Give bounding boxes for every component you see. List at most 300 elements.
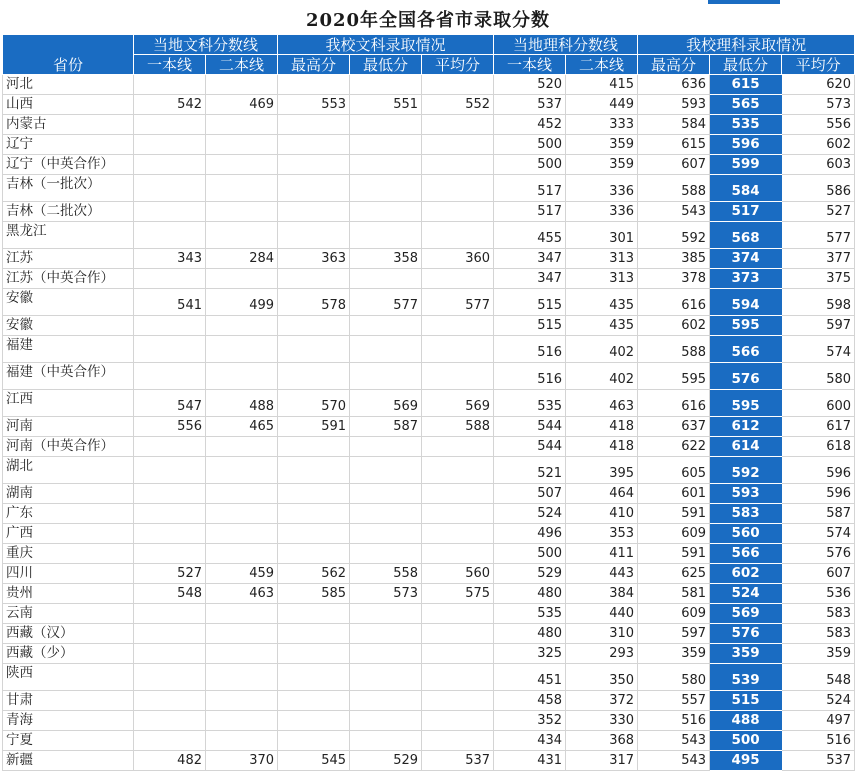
- province-cell[interactable]: 新疆: [3, 751, 134, 771]
- score-cell[interactable]: 458: [494, 691, 566, 711]
- science-min-score-cell[interactable]: 594: [710, 289, 782, 316]
- score-cell[interactable]: [134, 316, 206, 336]
- score-cell[interactable]: 597: [782, 316, 855, 336]
- column-header-province[interactable]: 省份: [3, 35, 134, 75]
- score-cell[interactable]: [422, 484, 494, 504]
- score-cell[interactable]: 343: [134, 249, 206, 269]
- group-header-local-science-line[interactable]: 当地理科分数线: [494, 35, 638, 55]
- score-cell[interactable]: [134, 75, 206, 95]
- score-cell[interactable]: [134, 544, 206, 564]
- score-cell[interactable]: [134, 664, 206, 691]
- column-header-arts-avg[interactable]: 平均分: [422, 55, 494, 75]
- score-cell[interactable]: [350, 731, 422, 751]
- score-cell[interactable]: [350, 135, 422, 155]
- score-cell[interactable]: [134, 135, 206, 155]
- score-cell[interactable]: [278, 664, 350, 691]
- score-cell[interactable]: 482: [134, 751, 206, 771]
- score-cell[interactable]: [350, 484, 422, 504]
- score-cell[interactable]: [422, 624, 494, 644]
- score-cell[interactable]: 434: [494, 731, 566, 751]
- province-cell[interactable]: 福建: [3, 336, 134, 363]
- score-cell[interactable]: 500: [494, 155, 566, 175]
- score-cell[interactable]: 591: [638, 504, 710, 524]
- score-cell[interactable]: 544: [494, 437, 566, 457]
- score-cell[interactable]: 622: [638, 437, 710, 457]
- science-min-score-cell[interactable]: 565: [710, 95, 782, 115]
- science-min-score-cell[interactable]: 539: [710, 664, 782, 691]
- score-cell[interactable]: [350, 604, 422, 624]
- score-cell[interactable]: 541: [134, 289, 206, 316]
- column-header-arts-tier1[interactable]: 一本线: [134, 55, 206, 75]
- province-cell[interactable]: 安徽: [3, 316, 134, 336]
- score-cell[interactable]: 588: [422, 417, 494, 437]
- score-cell[interactable]: [278, 437, 350, 457]
- score-cell[interactable]: 588: [638, 175, 710, 202]
- score-cell[interactable]: 497: [782, 711, 855, 731]
- province-cell[interactable]: 吉林（一批次）: [3, 175, 134, 202]
- score-cell[interactable]: [206, 691, 278, 711]
- score-cell[interactable]: 410: [566, 504, 638, 524]
- score-cell[interactable]: 353: [566, 524, 638, 544]
- science-min-score-cell[interactable]: 595: [710, 390, 782, 417]
- score-cell[interactable]: 347: [494, 249, 566, 269]
- score-cell[interactable]: 521: [494, 457, 566, 484]
- score-cell[interactable]: [422, 336, 494, 363]
- score-cell[interactable]: 480: [494, 624, 566, 644]
- score-cell[interactable]: 537: [494, 95, 566, 115]
- score-cell[interactable]: 596: [782, 457, 855, 484]
- score-cell[interactable]: 615: [638, 135, 710, 155]
- score-cell[interactable]: 463: [206, 584, 278, 604]
- score-cell[interactable]: [206, 222, 278, 249]
- score-cell[interactable]: 543: [638, 202, 710, 222]
- score-cell[interactable]: 537: [782, 751, 855, 771]
- score-cell[interactable]: [422, 269, 494, 289]
- science-min-score-cell[interactable]: 373: [710, 269, 782, 289]
- score-cell[interactable]: 375: [782, 269, 855, 289]
- score-cell[interactable]: 515: [494, 289, 566, 316]
- score-cell[interactable]: [206, 624, 278, 644]
- score-cell[interactable]: [278, 644, 350, 664]
- score-cell[interactable]: 569: [350, 390, 422, 417]
- science-min-score-cell[interactable]: 592: [710, 457, 782, 484]
- score-cell[interactable]: [134, 604, 206, 624]
- score-cell[interactable]: [422, 731, 494, 751]
- score-cell[interactable]: 464: [566, 484, 638, 504]
- score-cell[interactable]: 603: [782, 155, 855, 175]
- score-cell[interactable]: [350, 269, 422, 289]
- score-cell[interactable]: 592: [638, 222, 710, 249]
- science-min-score-cell[interactable]: 359: [710, 644, 782, 664]
- score-cell[interactable]: 580: [638, 664, 710, 691]
- score-cell[interactable]: 556: [782, 115, 855, 135]
- science-min-score-cell[interactable]: 576: [710, 363, 782, 390]
- score-cell[interactable]: 463: [566, 390, 638, 417]
- score-cell[interactable]: [206, 202, 278, 222]
- science-min-score-cell[interactable]: 488: [710, 711, 782, 731]
- score-cell[interactable]: [422, 524, 494, 544]
- score-cell[interactable]: 583: [782, 624, 855, 644]
- score-cell[interactable]: [134, 524, 206, 544]
- score-cell[interactable]: 637: [638, 417, 710, 437]
- column-header-science-tier1[interactable]: 一本线: [494, 55, 566, 75]
- column-header-arts-min[interactable]: 最低分: [350, 55, 422, 75]
- score-cell[interactable]: [350, 175, 422, 202]
- score-cell[interactable]: 418: [566, 417, 638, 437]
- score-cell[interactable]: 542: [134, 95, 206, 115]
- score-cell[interactable]: 587: [350, 417, 422, 437]
- score-cell[interactable]: 584: [638, 115, 710, 135]
- score-cell[interactable]: 515: [494, 316, 566, 336]
- score-cell[interactable]: 618: [782, 437, 855, 457]
- score-cell[interactable]: [206, 731, 278, 751]
- score-cell[interactable]: 358: [350, 249, 422, 269]
- score-cell[interactable]: [422, 135, 494, 155]
- province-cell[interactable]: 河北: [3, 75, 134, 95]
- province-cell[interactable]: 宁夏: [3, 731, 134, 751]
- score-cell[interactable]: 636: [638, 75, 710, 95]
- score-cell[interactable]: 455: [494, 222, 566, 249]
- score-cell[interactable]: 537: [422, 751, 494, 771]
- score-cell[interactable]: 465: [206, 417, 278, 437]
- score-cell[interactable]: [206, 484, 278, 504]
- score-cell[interactable]: [134, 269, 206, 289]
- score-cell[interactable]: [422, 202, 494, 222]
- score-cell[interactable]: 452: [494, 115, 566, 135]
- score-cell[interactable]: 313: [566, 269, 638, 289]
- province-cell[interactable]: 江苏（中英合作）: [3, 269, 134, 289]
- score-cell[interactable]: [206, 604, 278, 624]
- score-cell[interactable]: [206, 363, 278, 390]
- score-cell[interactable]: 577: [350, 289, 422, 316]
- province-cell[interactable]: 云南: [3, 604, 134, 624]
- score-cell[interactable]: 359: [782, 644, 855, 664]
- score-cell[interactable]: 625: [638, 564, 710, 584]
- score-cell[interactable]: [206, 504, 278, 524]
- score-cell[interactable]: [350, 336, 422, 363]
- score-cell[interactable]: [206, 544, 278, 564]
- score-cell[interactable]: [278, 115, 350, 135]
- score-cell[interactable]: 370: [206, 751, 278, 771]
- score-cell[interactable]: 617: [782, 417, 855, 437]
- science-min-score-cell[interactable]: 524: [710, 584, 782, 604]
- score-cell[interactable]: 359: [566, 135, 638, 155]
- score-cell[interactable]: [278, 269, 350, 289]
- score-cell[interactable]: 520: [494, 75, 566, 95]
- score-cell[interactable]: 551: [350, 95, 422, 115]
- score-cell[interactable]: [278, 316, 350, 336]
- score-cell[interactable]: 581: [638, 584, 710, 604]
- score-cell[interactable]: 333: [566, 115, 638, 135]
- score-cell[interactable]: [278, 524, 350, 544]
- score-cell[interactable]: 449: [566, 95, 638, 115]
- score-cell[interactable]: [422, 222, 494, 249]
- score-cell[interactable]: 524: [782, 691, 855, 711]
- score-cell[interactable]: [422, 604, 494, 624]
- score-cell[interactable]: 500: [494, 135, 566, 155]
- score-cell[interactable]: [206, 75, 278, 95]
- score-cell[interactable]: [350, 544, 422, 564]
- score-cell[interactable]: 395: [566, 457, 638, 484]
- score-cell[interactable]: 575: [422, 584, 494, 604]
- score-cell[interactable]: 560: [422, 564, 494, 584]
- score-cell[interactable]: 317: [566, 751, 638, 771]
- score-cell[interactable]: [278, 711, 350, 731]
- score-cell[interactable]: [134, 624, 206, 644]
- province-cell[interactable]: 江苏: [3, 249, 134, 269]
- province-cell[interactable]: 辽宁: [3, 135, 134, 155]
- score-cell[interactable]: 602: [638, 316, 710, 336]
- score-cell[interactable]: 591: [638, 544, 710, 564]
- score-cell[interactable]: [206, 664, 278, 691]
- score-cell[interactable]: 415: [566, 75, 638, 95]
- province-cell[interactable]: 广西: [3, 524, 134, 544]
- score-cell[interactable]: 459: [206, 564, 278, 584]
- score-cell[interactable]: [134, 644, 206, 664]
- score-cell[interactable]: 310: [566, 624, 638, 644]
- score-cell[interactable]: [206, 457, 278, 484]
- score-cell[interactable]: 577: [782, 222, 855, 249]
- score-cell[interactable]: [278, 175, 350, 202]
- score-cell[interactable]: [278, 691, 350, 711]
- score-cell[interactable]: 593: [638, 95, 710, 115]
- score-cell[interactable]: [278, 336, 350, 363]
- province-cell[interactable]: 陕西: [3, 664, 134, 691]
- score-cell[interactable]: 527: [134, 564, 206, 584]
- score-cell[interactable]: [206, 115, 278, 135]
- column-header-science-max[interactable]: 最高分: [638, 55, 710, 75]
- score-cell[interactable]: 402: [566, 363, 638, 390]
- score-cell[interactable]: 313: [566, 249, 638, 269]
- score-cell[interactable]: 586: [782, 175, 855, 202]
- score-cell[interactable]: [134, 155, 206, 175]
- province-cell[interactable]: 江西: [3, 390, 134, 417]
- score-cell[interactable]: [278, 544, 350, 564]
- score-cell[interactable]: [350, 711, 422, 731]
- score-cell[interactable]: 431: [494, 751, 566, 771]
- science-min-score-cell[interactable]: 566: [710, 336, 782, 363]
- science-min-score-cell[interactable]: 583: [710, 504, 782, 524]
- column-header-science-tier2[interactable]: 二本线: [566, 55, 638, 75]
- score-cell[interactable]: 607: [638, 155, 710, 175]
- score-cell[interactable]: 556: [134, 417, 206, 437]
- province-cell[interactable]: 青海: [3, 711, 134, 731]
- score-cell[interactable]: 402: [566, 336, 638, 363]
- science-min-score-cell[interactable]: 566: [710, 544, 782, 564]
- score-cell[interactable]: 284: [206, 249, 278, 269]
- score-cell[interactable]: [206, 336, 278, 363]
- science-min-score-cell[interactable]: 602: [710, 564, 782, 584]
- score-cell[interactable]: 517: [494, 175, 566, 202]
- province-cell[interactable]: 四川: [3, 564, 134, 584]
- science-min-score-cell[interactable]: 596: [710, 135, 782, 155]
- score-cell[interactable]: 569: [422, 390, 494, 417]
- score-cell[interactable]: 601: [638, 484, 710, 504]
- score-cell[interactable]: [134, 363, 206, 390]
- score-cell[interactable]: [206, 155, 278, 175]
- score-cell[interactable]: 384: [566, 584, 638, 604]
- score-cell[interactable]: 547: [134, 390, 206, 417]
- score-cell[interactable]: [350, 437, 422, 457]
- score-cell[interactable]: [206, 711, 278, 731]
- score-cell[interactable]: 527: [782, 202, 855, 222]
- score-cell[interactable]: 609: [638, 524, 710, 544]
- province-cell[interactable]: 内蒙古: [3, 115, 134, 135]
- score-cell[interactable]: [350, 664, 422, 691]
- score-cell[interactable]: [422, 711, 494, 731]
- science-min-score-cell[interactable]: 595: [710, 316, 782, 336]
- score-cell[interactable]: [350, 504, 422, 524]
- column-header-arts-max[interactable]: 最高分: [278, 55, 350, 75]
- score-cell[interactable]: [134, 222, 206, 249]
- science-min-score-cell[interactable]: 584: [710, 175, 782, 202]
- score-cell[interactable]: 435: [566, 289, 638, 316]
- province-cell[interactable]: 湖南: [3, 484, 134, 504]
- score-cell[interactable]: [134, 437, 206, 457]
- score-cell[interactable]: [422, 457, 494, 484]
- score-cell[interactable]: 573: [782, 95, 855, 115]
- score-cell[interactable]: [278, 75, 350, 95]
- group-header-local-arts-line[interactable]: 当地文科分数线: [134, 35, 278, 55]
- score-cell[interactable]: 336: [566, 202, 638, 222]
- score-cell[interactable]: [134, 731, 206, 751]
- score-cell[interactable]: [134, 175, 206, 202]
- score-cell[interactable]: 544: [494, 417, 566, 437]
- score-cell[interactable]: 616: [638, 390, 710, 417]
- score-cell[interactable]: [206, 135, 278, 155]
- score-cell[interactable]: 488: [206, 390, 278, 417]
- score-cell[interactable]: 517: [494, 202, 566, 222]
- score-cell[interactable]: 609: [638, 604, 710, 624]
- score-cell[interactable]: [350, 524, 422, 544]
- score-cell[interactable]: [422, 691, 494, 711]
- score-cell[interactable]: [350, 202, 422, 222]
- score-cell[interactable]: 418: [566, 437, 638, 457]
- score-cell[interactable]: 595: [638, 363, 710, 390]
- science-min-score-cell[interactable]: 614: [710, 437, 782, 457]
- score-cell[interactable]: [134, 115, 206, 135]
- score-cell[interactable]: [422, 437, 494, 457]
- science-min-score-cell[interactable]: 576: [710, 624, 782, 644]
- score-cell[interactable]: 368: [566, 731, 638, 751]
- science-min-score-cell[interactable]: 568: [710, 222, 782, 249]
- science-min-score-cell[interactable]: 515: [710, 691, 782, 711]
- score-cell[interactable]: 524: [494, 504, 566, 524]
- score-cell[interactable]: 543: [638, 751, 710, 771]
- column-header-science-avg[interactable]: 平均分: [782, 55, 855, 75]
- score-cell[interactable]: [134, 336, 206, 363]
- score-cell[interactable]: 616: [638, 289, 710, 316]
- province-cell[interactable]: 吉林（二批次）: [3, 202, 134, 222]
- score-cell[interactable]: 350: [566, 664, 638, 691]
- score-cell[interactable]: 576: [782, 544, 855, 564]
- score-cell[interactable]: 443: [566, 564, 638, 584]
- score-cell[interactable]: 516: [494, 336, 566, 363]
- province-cell[interactable]: 河南（中英合作）: [3, 437, 134, 457]
- province-cell[interactable]: 贵州: [3, 584, 134, 604]
- score-cell[interactable]: 570: [278, 390, 350, 417]
- score-cell[interactable]: 529: [350, 751, 422, 771]
- score-cell[interactable]: [422, 644, 494, 664]
- score-cell[interactable]: 602: [782, 135, 855, 155]
- score-cell[interactable]: [206, 437, 278, 457]
- score-cell[interactable]: 352: [494, 711, 566, 731]
- score-cell[interactable]: 620: [782, 75, 855, 95]
- score-cell[interactable]: 529: [494, 564, 566, 584]
- group-header-school-science-admission[interactable]: 我校理科录取情况: [638, 35, 855, 55]
- score-cell[interactable]: 330: [566, 711, 638, 731]
- score-cell[interactable]: [422, 75, 494, 95]
- score-cell[interactable]: [206, 175, 278, 202]
- score-cell[interactable]: [278, 363, 350, 390]
- score-cell[interactable]: [422, 363, 494, 390]
- score-cell[interactable]: [350, 75, 422, 95]
- score-cell[interactable]: [350, 624, 422, 644]
- province-cell[interactable]: 河南: [3, 417, 134, 437]
- score-cell[interactable]: 577: [422, 289, 494, 316]
- score-cell[interactable]: 347: [494, 269, 566, 289]
- science-min-score-cell[interactable]: 599: [710, 155, 782, 175]
- score-cell[interactable]: 516: [494, 363, 566, 390]
- score-cell[interactable]: [422, 316, 494, 336]
- score-cell[interactable]: 378: [638, 269, 710, 289]
- score-cell[interactable]: 553: [278, 95, 350, 115]
- score-cell[interactable]: 583: [782, 604, 855, 624]
- score-cell[interactable]: [350, 316, 422, 336]
- score-cell[interactable]: 607: [782, 564, 855, 584]
- score-cell[interactable]: 507: [494, 484, 566, 504]
- science-min-score-cell[interactable]: 615: [710, 75, 782, 95]
- score-cell[interactable]: 363: [278, 249, 350, 269]
- score-cell[interactable]: [278, 135, 350, 155]
- score-cell[interactable]: 499: [206, 289, 278, 316]
- score-cell[interactable]: 591: [278, 417, 350, 437]
- score-cell[interactable]: 552: [422, 95, 494, 115]
- province-cell[interactable]: 甘肃: [3, 691, 134, 711]
- score-cell[interactable]: 557: [638, 691, 710, 711]
- score-cell[interactable]: 293: [566, 644, 638, 664]
- score-cell[interactable]: 585: [278, 584, 350, 604]
- score-cell[interactable]: [350, 363, 422, 390]
- score-cell[interactable]: [134, 484, 206, 504]
- score-cell[interactable]: 360: [422, 249, 494, 269]
- score-cell[interactable]: 535: [494, 390, 566, 417]
- score-cell[interactable]: 377: [782, 249, 855, 269]
- score-cell[interactable]: 605: [638, 457, 710, 484]
- score-cell[interactable]: 359: [638, 644, 710, 664]
- score-cell[interactable]: 301: [566, 222, 638, 249]
- science-min-score-cell[interactable]: 495: [710, 751, 782, 771]
- score-cell[interactable]: [278, 624, 350, 644]
- province-cell[interactable]: 安徽: [3, 289, 134, 316]
- score-cell[interactable]: [134, 457, 206, 484]
- score-cell[interactable]: 372: [566, 691, 638, 711]
- score-cell[interactable]: 496: [494, 524, 566, 544]
- score-cell[interactable]: 598: [782, 289, 855, 316]
- score-cell[interactable]: [422, 155, 494, 175]
- score-cell[interactable]: 578: [278, 289, 350, 316]
- science-min-score-cell[interactable]: 593: [710, 484, 782, 504]
- score-cell[interactable]: 469: [206, 95, 278, 115]
- score-cell[interactable]: [278, 731, 350, 751]
- score-cell[interactable]: 587: [782, 504, 855, 524]
- score-cell[interactable]: [134, 202, 206, 222]
- science-min-score-cell[interactable]: 374: [710, 249, 782, 269]
- score-cell[interactable]: [134, 504, 206, 524]
- score-cell[interactable]: 543: [638, 731, 710, 751]
- score-cell[interactable]: [350, 222, 422, 249]
- province-cell[interactable]: 重庆: [3, 544, 134, 564]
